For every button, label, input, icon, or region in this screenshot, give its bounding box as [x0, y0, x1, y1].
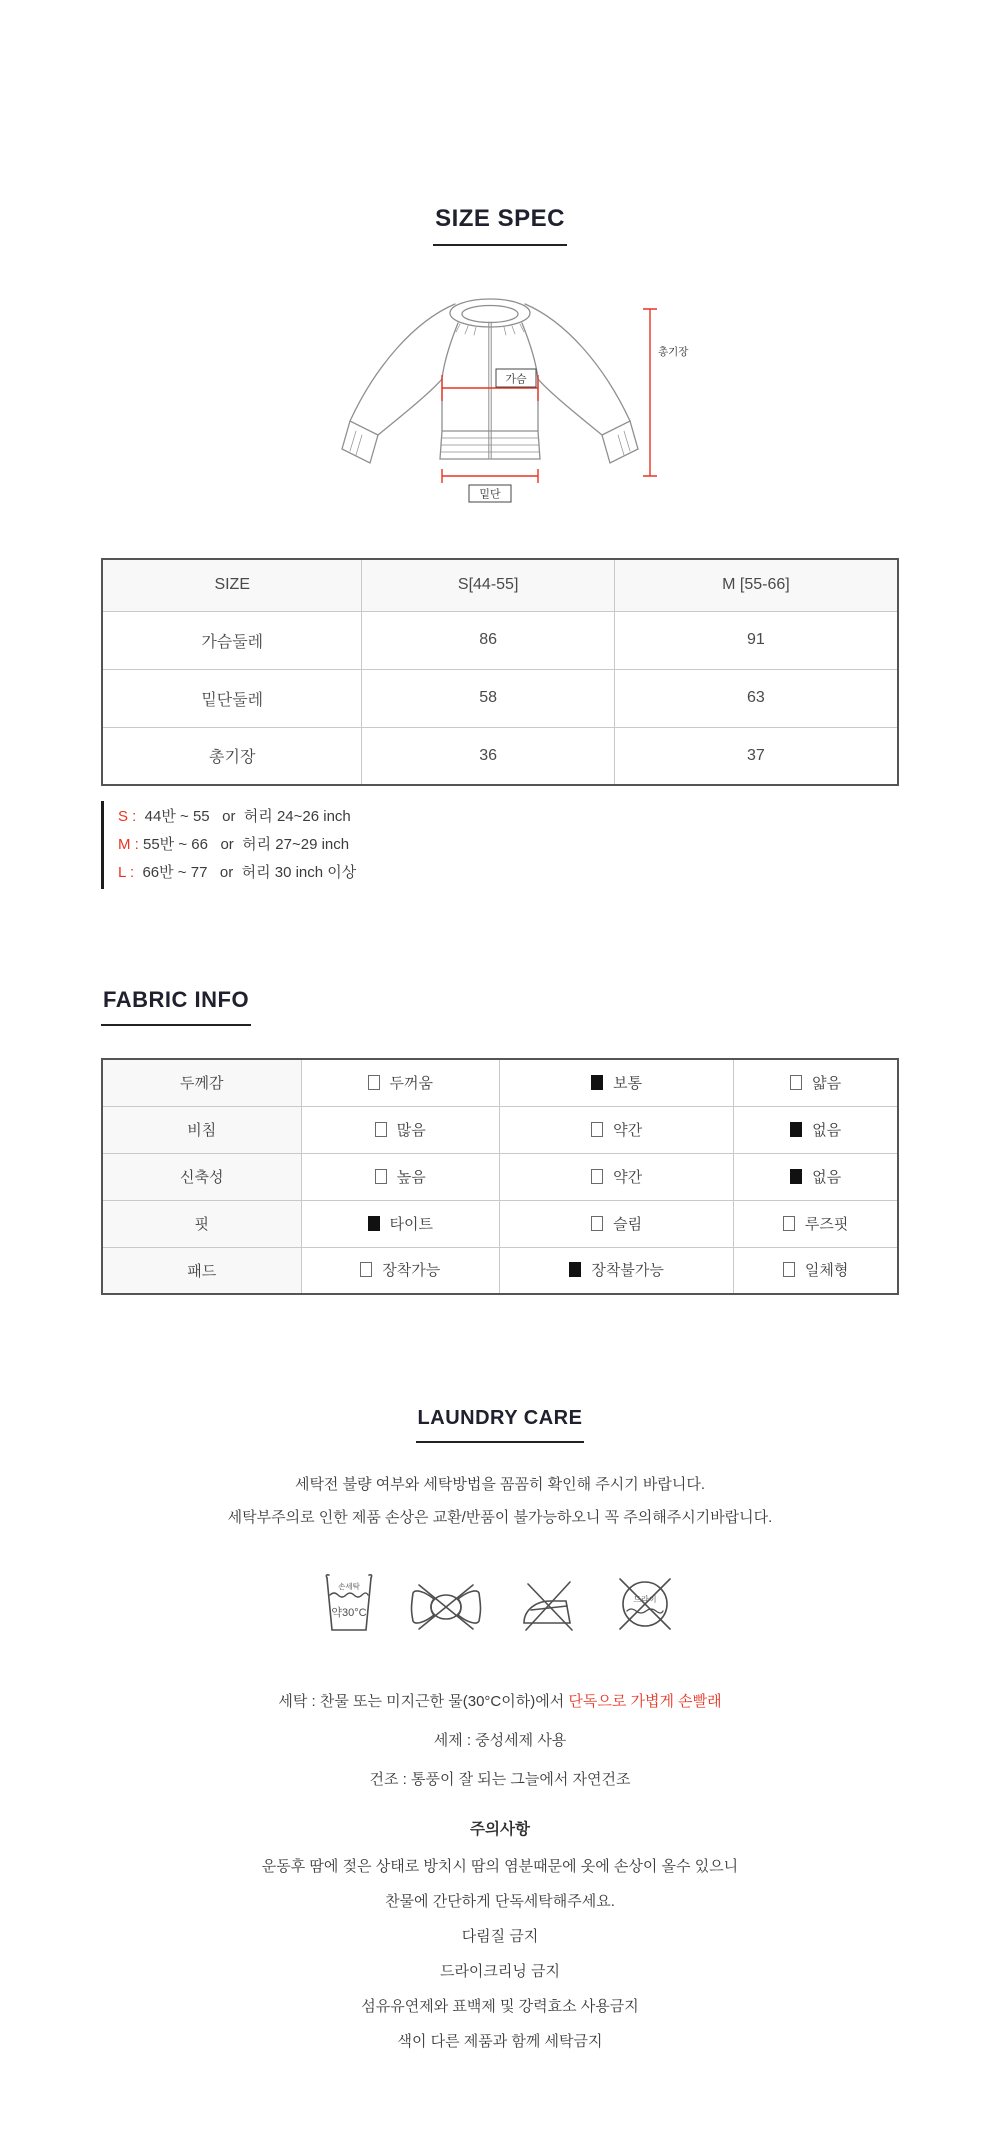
fabric-option-cell	[734, 1247, 898, 1294]
caution-line-3: 다림질 금지	[461, 1928, 539, 1945]
size-note-s-text: 44반 ~ 55 or 허리 24~26 inch	[140, 808, 351, 825]
fabric-option-cell	[734, 1200, 898, 1247]
size-spec-section-header	[0, 0, 1000, 246]
care-wash-red-text: 단독으로 가볍게 손빨래	[568, 1693, 722, 1710]
laundry-care-title: LAUNDRY CARE	[416, 1407, 585, 1443]
measure-value-s: 58	[362, 669, 614, 727]
checkbox-icon	[591, 1169, 603, 1184]
size-note-l	[118, 859, 899, 887]
laundry-intro-line-2: 세탁부주의로 인한 제품 손상은 교환/반품이 불가능하오니 꼭 주의해주시기바랍니다.	[227, 1509, 773, 1526]
fabric-option-label: 장착가능	[382, 1262, 441, 1280]
checkbox-icon	[591, 1075, 603, 1090]
measure-value-s: 36	[362, 727, 614, 785]
fabric-option-cell	[301, 1106, 500, 1153]
fabric-row-fit	[102, 1200, 898, 1247]
checkbox-icon	[368, 1216, 380, 1231]
laundry-intro	[0, 1468, 1000, 1534]
hem-dimension-line	[442, 469, 538, 483]
measure-label: 총기장	[102, 727, 362, 785]
measure-label: 밑단둘레	[102, 669, 362, 727]
laundry-icons-row	[0, 1568, 1000, 1638]
fabric-option-label: 두꺼움	[389, 1074, 434, 1092]
caution-line-1: 운동후 땀에 젖은 상태로 방치시 땀의 염분때문에 옷에 손상이 올수 있으니	[261, 1858, 739, 1875]
checkbox-icon	[790, 1169, 802, 1184]
do-not-wring-icon	[406, 1568, 486, 1638]
caution-lines	[0, 1849, 1000, 2059]
fabric-option-label: 보통	[613, 1074, 643, 1092]
fabric-option-cell	[301, 1153, 500, 1200]
fabric-row-label: 패드	[102, 1247, 301, 1294]
fabric-option-label: 없음	[812, 1168, 842, 1186]
fabric-option-label: 높음	[396, 1168, 426, 1186]
size-note-m-text: 55반 ~ 66 or 허리 27~29 inch	[143, 836, 350, 853]
care-wash-prefix: 세탁 : 찬물 또는 미지근한 물(30°C이하)에서	[278, 1693, 569, 1710]
fabric-option-cell	[734, 1106, 898, 1153]
checkbox-icon	[591, 1122, 603, 1137]
size-notes-block	[101, 801, 899, 889]
hand-wash-icon	[318, 1568, 380, 1638]
checkbox-icon	[591, 1216, 603, 1231]
checkbox-icon	[783, 1216, 795, 1231]
table-row	[102, 611, 898, 669]
caution-line-4: 드라이크리닝 금지	[439, 1963, 561, 1980]
care-instructions	[0, 1682, 1000, 1799]
fabric-option-cell	[500, 1153, 734, 1200]
size-note-s	[118, 803, 899, 831]
size-diagram	[0, 291, 1000, 506]
checkbox-icon	[375, 1169, 387, 1184]
size-m-header: M [55-66]	[614, 559, 898, 611]
fabric-option-cell	[500, 1106, 734, 1153]
total-length-label: 총기장	[658, 346, 689, 358]
size-notes	[101, 801, 899, 889]
fabric-option-label: 약간	[613, 1168, 643, 1186]
table-row	[102, 669, 898, 727]
fabric-row-label: 비침	[102, 1106, 301, 1153]
size-col-header: SIZE	[102, 559, 362, 611]
fabric-option-cell	[500, 1059, 734, 1106]
fabric-option-label: 얇음	[812, 1074, 842, 1092]
checkbox-icon	[375, 1122, 387, 1137]
size-note-m-letter: M :	[118, 836, 143, 853]
fabric-row-stretch	[102, 1153, 898, 1200]
fabric-info-section-header	[101, 987, 1000, 1026]
hand-wash-temp-label: 약30°C	[331, 1607, 367, 1619]
care-detergent-line: 세제 : 중성세제 사용	[433, 1732, 567, 1749]
size-s-header: S[44-55]	[362, 559, 614, 611]
fabric-option-label: 루즈핏	[804, 1215, 849, 1233]
do-not-iron-icon	[512, 1568, 582, 1638]
length-dimension-line	[643, 309, 657, 476]
fabric-row-label: 핏	[102, 1200, 301, 1247]
checkbox-icon	[569, 1262, 581, 1277]
fabric-option-cell	[500, 1200, 734, 1247]
laundry-intro-line-1: 세탁전 불량 여부와 세탁방법을 꼼꼼히 확인해 주시기 바랍니다.	[294, 1476, 706, 1493]
checkbox-icon	[360, 1262, 372, 1277]
fabric-option-label: 약간	[613, 1121, 643, 1139]
hand-wash-label: 손세탁	[338, 1582, 360, 1591]
care-wash-line	[0, 1682, 1000, 1721]
table-row	[102, 727, 898, 785]
size-note-m	[118, 831, 899, 859]
fabric-option-label: 슬림	[613, 1215, 643, 1233]
fabric-option-cell	[301, 1200, 500, 1247]
size-spec-table	[101, 558, 899, 786]
caution-line-2: 찬물에 간단하게 단독세탁해주세요.	[385, 1893, 615, 1910]
fabric-option-cell	[734, 1059, 898, 1106]
dryclean-label: 드라이	[633, 1595, 657, 1604]
caution-title: 주의사항	[470, 1821, 530, 1838]
fabric-row-pad	[102, 1247, 898, 1294]
fabric-option-cell	[500, 1247, 734, 1294]
caution-line-6: 색이 다른 제품과 함께 세탁금지	[397, 2033, 603, 2050]
measure-label: 가슴둘레	[102, 611, 362, 669]
laundry-care-section-header	[0, 1407, 1000, 1443]
fabric-option-cell	[301, 1247, 500, 1294]
measure-value-m: 37	[614, 727, 898, 785]
fabric-option-label: 일체형	[804, 1262, 849, 1280]
checkbox-icon	[790, 1122, 802, 1137]
do-not-dryclean-icon	[608, 1568, 682, 1638]
fabric-option-label: 없음	[812, 1121, 842, 1139]
measure-value-m: 63	[614, 669, 898, 727]
fabric-option-cell	[734, 1153, 898, 1200]
size-note-l-letter: L :	[118, 864, 139, 881]
fabric-option-label: 많음	[396, 1121, 426, 1139]
size-note-s-letter: S :	[118, 808, 141, 825]
fabric-option-cell	[301, 1059, 500, 1106]
caution-line-5: 섬유유연제와 표백제 및 강력효소 사용금지	[361, 1998, 639, 2015]
chest-label: 가슴	[505, 373, 527, 386]
measure-value-s: 86	[362, 611, 614, 669]
measure-value-m: 91	[614, 611, 898, 669]
checkbox-icon	[790, 1075, 802, 1090]
fabric-row-sheerness	[102, 1106, 898, 1153]
fabric-option-label: 장착불가능	[591, 1262, 664, 1280]
size-note-l-text: 66반 ~ 77 or 허리 30 inch 이상	[138, 864, 357, 881]
care-dry-line: 건조 : 통풍이 잘 되는 그늘에서 자연건조	[369, 1771, 631, 1788]
size-table-header-row	[102, 559, 898, 611]
fabric-info-table	[101, 1058, 899, 1295]
checkbox-icon	[368, 1075, 380, 1090]
fabric-row-label: 신축성	[102, 1153, 301, 1200]
hem-label: 밑단	[479, 488, 501, 501]
size-spec-title: SIZE SPEC	[433, 205, 567, 246]
checkbox-icon	[783, 1262, 795, 1277]
jacket-diagram-illustration	[310, 291, 690, 506]
fabric-row-label: 두께감	[102, 1059, 301, 1106]
fabric-row-thickness	[102, 1059, 898, 1106]
fabric-info-title: FABRIC INFO	[101, 987, 251, 1026]
fabric-option-label: 타이트	[389, 1215, 434, 1233]
